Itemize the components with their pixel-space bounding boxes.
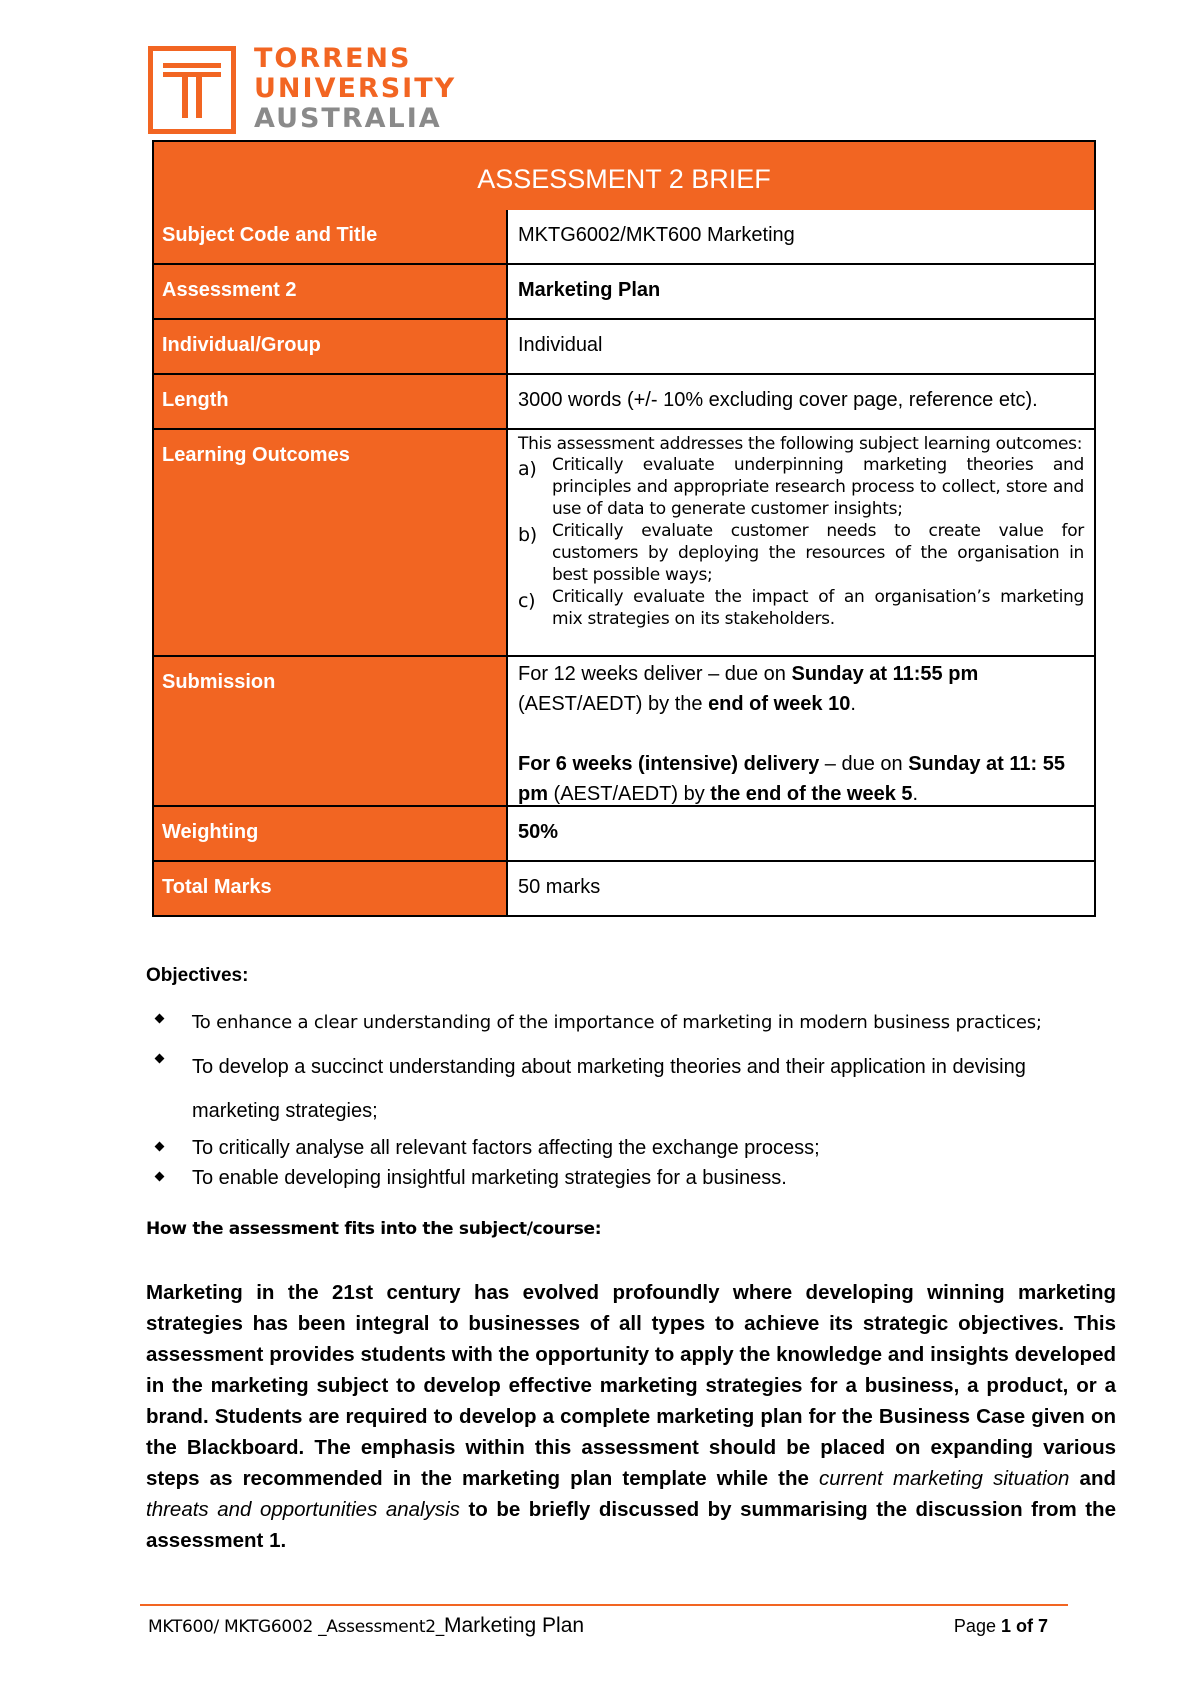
- text: 1: [1000, 1616, 1011, 1636]
- bullet-icon: [155, 1172, 165, 1182]
- row-label: Subject Code and Title: [154, 210, 508, 263]
- outcome-letter: b): [518, 524, 537, 546]
- torrens-logo: [148, 43, 468, 136]
- row-value: Individual: [508, 320, 1096, 373]
- text: – due on: [819, 753, 909, 775]
- row-label: Assessment 2: [154, 265, 508, 318]
- assessment-brief-table: [152, 140, 1096, 917]
- text: For 12 weeks deliver – due on: [518, 663, 792, 685]
- text: the end of the week 5: [710, 783, 913, 805]
- row-value: 3000 words (+/- 10% excluding cover page, reference etc).: [508, 375, 1096, 428]
- text: Sunday at 11:55 pm: [791, 663, 979, 685]
- outcomes-intro: This assessment addresses the following subject learning outcomes:: [518, 434, 1083, 454]
- text: .: [912, 783, 919, 805]
- page-footer: [148, 1614, 1048, 1638]
- row-value: Marketing Plan: [508, 265, 1096, 318]
- outcome-text: Critically evaluate underpinning marketing theories and principles and appropriate research process to collect, store and use of data to generate customer insights;: [552, 455, 1084, 519]
- torrens-t-icon: [148, 46, 236, 134]
- row-label: Length: [154, 375, 508, 428]
- list-item: [146, 1045, 1116, 1133]
- text: current marketing situation: [819, 1467, 1070, 1490]
- outcome-text: Critically evaluate customer needs to create value for customers by deploying the resources of the organisation in best possible ways;: [552, 521, 1084, 585]
- bullet-icon: [155, 1054, 165, 1064]
- text: of: [1010, 1616, 1038, 1636]
- row-label: Total Marks: [154, 862, 508, 915]
- list-item: [146, 1005, 1116, 1041]
- outcome-letter: c): [518, 590, 536, 612]
- text: Page: [953, 1616, 1001, 1636]
- text: pm: [518, 783, 548, 805]
- row-subject: [152, 210, 1096, 265]
- brief-title: ASSESSMENT 2 BRIEF: [152, 140, 1096, 210]
- submission-6-weeks: [518, 749, 1084, 809]
- outcome-item: [518, 454, 1084, 520]
- body-content: [146, 965, 1116, 1556]
- outcome-letter: a): [518, 458, 537, 480]
- objective-text: To develop a succinct understanding about marketing theories and their application in devising marketing strategies;: [192, 1056, 1026, 1122]
- list-item: [146, 1163, 1116, 1193]
- row-label: Individual/Group: [154, 320, 508, 373]
- row-assessment: [152, 265, 1096, 320]
- logo-line-3: AUSTRALIA: [254, 103, 442, 134]
- text: (AEST/AEDT) by: [548, 783, 711, 805]
- footer-code: MKT600/ MKTG6002 _Assessment2_: [148, 1617, 444, 1637]
- logo-line-2: UNIVERSITY: [254, 73, 457, 104]
- row-value: 50 marks: [508, 862, 1096, 915]
- text: For 6 weeks (intensive) delivery: [518, 753, 820, 775]
- row-learning-outcomes: [152, 430, 1096, 657]
- page-number: [954, 1616, 1048, 1637]
- text: 7: [1037, 1616, 1048, 1636]
- row-value: 50%: [508, 807, 1096, 860]
- row-label: Weighting: [154, 807, 508, 860]
- footer-divider: [140, 1604, 1068, 1606]
- objective-text: To enhance a clear understanding of the importance of marketing in modern business practices;: [192, 1012, 1042, 1033]
- text: Marketing in the 21st century has evolved profoundly where developing winning marketing strategies has been integral to businesses of all types to achieve its strategic objectives. This assessment provides students with the opportunity to apply the knowledge and insights developed in the marketing subject to develop effective marketing strategies for a business, a product, or a brand. Students are required to develop a complete marketing plan for the Business Case given on the Blackboard. The emphasis within this assessment should be placed on expanding various steps as recommended in the marketing plan template while the: [146, 1281, 1116, 1490]
- text: to be briefly discussed by summarising the discussion from the assessment 1.: [146, 1498, 1116, 1552]
- text: end of week 10: [708, 693, 851, 715]
- objectives-heading: Objectives:: [146, 965, 249, 986]
- row-label: Learning Outcomes: [154, 430, 508, 655]
- footer-course: [148, 1614, 584, 1638]
- submission-12-weeks: [518, 659, 1084, 719]
- logo-wordmark: [254, 44, 456, 134]
- row-submission: [152, 657, 1096, 807]
- row-individual-group: [152, 320, 1096, 375]
- text: .: [850, 693, 856, 715]
- row-value: [508, 657, 1096, 805]
- row-total-marks: [152, 862, 1096, 917]
- row-length: [152, 375, 1096, 430]
- row-label: Submission: [154, 657, 508, 805]
- row-value: [508, 430, 1096, 655]
- text: and: [1069, 1467, 1116, 1490]
- objectives-list: [146, 1005, 1116, 1193]
- objective-text: To enable developing insightful marketing strategies for a business.: [192, 1167, 787, 1189]
- outcome-text: Critically evaluate the impact of an organisation’s marketing mix strategies on its stakeholders.: [552, 587, 1084, 629]
- text: threats and opportunities analysis: [146, 1498, 460, 1521]
- bullet-icon: [155, 1142, 165, 1152]
- outcome-item: [518, 586, 1084, 630]
- row-weighting: [152, 807, 1096, 862]
- footer-title: Marketing Plan: [443, 1614, 585, 1637]
- row-value: MKTG6002/MKT600 Marketing: [508, 210, 1096, 263]
- outcome-item: [518, 520, 1084, 586]
- fit-heading: How the assessment fits into the subject/course:: [146, 1219, 602, 1239]
- list-item: [146, 1133, 1116, 1163]
- fit-paragraph: [146, 1277, 1116, 1556]
- logo-line-1: TORRENS: [254, 43, 412, 74]
- bullet-icon: [155, 1014, 165, 1024]
- objective-text: To critically analyse all relevant factors affecting the exchange process;: [192, 1137, 820, 1159]
- text: (AEST/AEDT) by the: [518, 693, 709, 715]
- text: Sunday at 11: 55: [908, 753, 1065, 775]
